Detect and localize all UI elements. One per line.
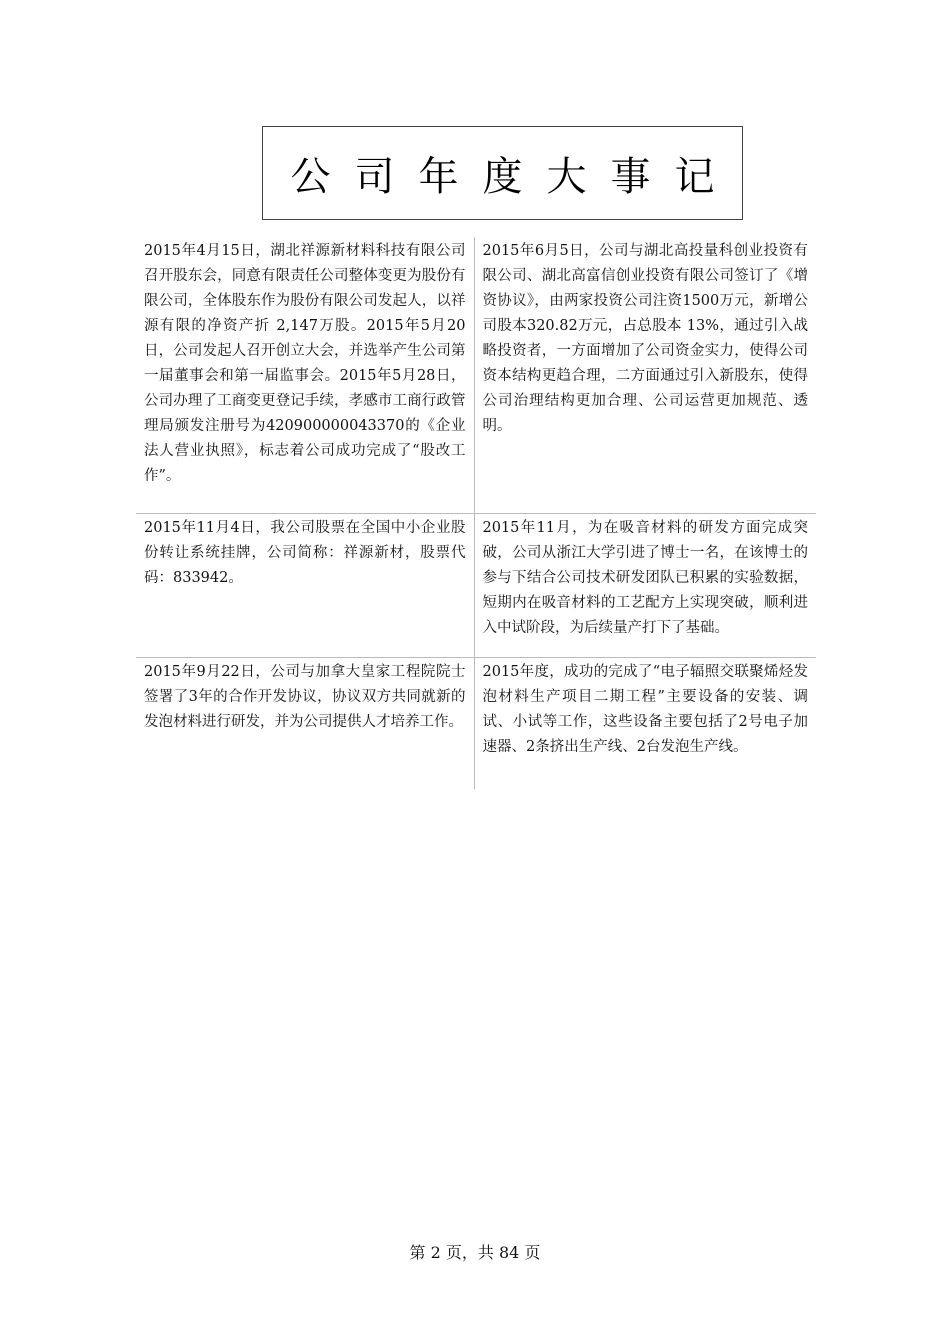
- events-table: [136, 237, 816, 789]
- page-title: 公司年度大事记: [290, 153, 739, 200]
- event-cell: 2015年6月5日，公司与湖北高投量科创业投资有限公司、湖北高富信创业投资有限公司签订了《增资协议》，由两家投资公司注资1500万元，新增公司股本320.82万元，占总股本 13%，通过引入战略投资者，一方面增加了公司资金实力，使得公司资本结构更趋合理，二方面通过引入新股东，使得公司治理结构更加合理、公司运营更加规范、透明。: [474, 237, 816, 514]
- page-title-box: [262, 126, 743, 220]
- table-row: [136, 658, 816, 790]
- page-footer: 第 2 页，共 84 页: [409, 1243, 541, 1262]
- table-row: [136, 237, 816, 514]
- event-cell: 2015年度，成功的完成了“电子辐照交联聚烯烃发泡材料生产项目二期工程”主要设备的安装、调试、小试等工作，这些设备主要包括了2号电子加速器、2条挤出生产线、2台发泡生产线。: [474, 658, 816, 790]
- event-cell: 2015年11月，为在吸音材料的研发方面完成突破，公司从浙江大学引进了博士一名，在该博士的参与下结合公司技术研发团队已积累的实验数据，短期内在吸音材料的工艺配方上实现突破，顺利进入中试阶段，为后续量产打下了基础。: [474, 514, 816, 658]
- event-cell: 2015年9月22日，公司与加拿大皇家工程院院士签署了3年的合作开发协议，协议双方共同就新的发泡材料进行研发，并为公司提供人才培养工作。: [136, 658, 474, 790]
- event-cell: 2015年4月15日，湖北祥源新材料科技有限公司召开股东会，同意有限责任公司整体变更为股份有限公司，全体股东作为股份有限公司发起人，以祥源有限的净资产折 2,147万股。2015年5月20日，公司发起人召开创立大会，并选举产生公司第一届董事会和第一届监事会。2015年5月28日，公司办理了工商变更登记手续，孝感市工商行政管理局颁发注册号为420900000043370的《企业法人营业执照》，标志着公司成功完成了“股改工作”。: [136, 237, 474, 514]
- event-cell: 2015年11月4日，我公司股票在全国中小企业股份转让系统挂牌，公司简称：祥源新材，股票代码：833942。: [136, 514, 474, 658]
- table-row: [136, 514, 816, 658]
